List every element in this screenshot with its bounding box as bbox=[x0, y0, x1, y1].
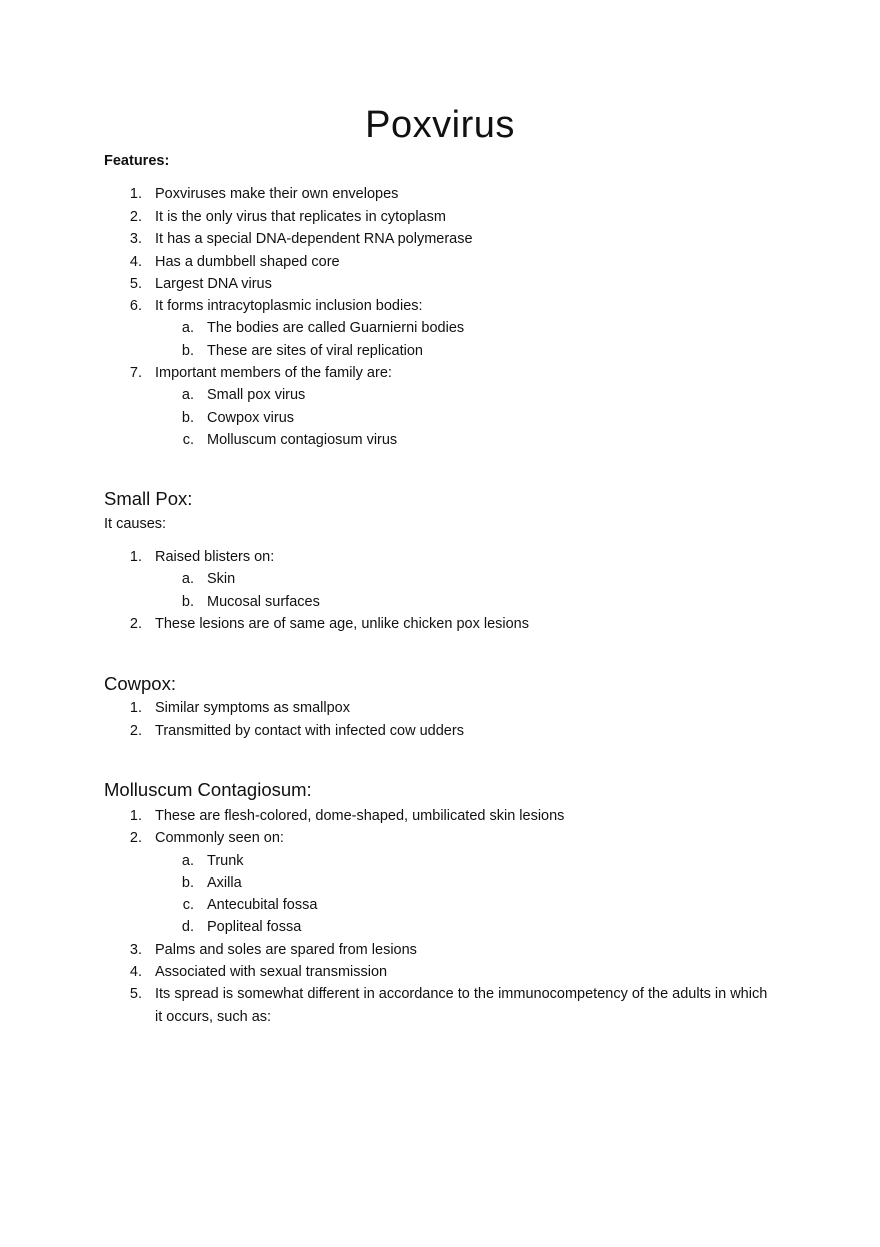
list-item-text: It forms intracytoplasmic inclusion bodies: bbox=[155, 298, 423, 314]
list-marker: b. bbox=[181, 343, 194, 359]
list-item-text: Molluscum contagiosum virus bbox=[207, 432, 398, 448]
list-marker: 2. bbox=[129, 209, 142, 225]
list-marker: 2. bbox=[129, 723, 142, 739]
list-item-text: Axilla bbox=[207, 875, 242, 891]
list-marker: b. bbox=[181, 410, 194, 426]
list-item-text: These are sites of viral replication bbox=[207, 343, 423, 359]
features-label: Features: bbox=[104, 153, 170, 169]
list-marker: a. bbox=[181, 387, 194, 403]
list-marker: a. bbox=[181, 571, 194, 587]
list-marker: 4. bbox=[129, 964, 142, 980]
section-heading-cowpox: Cowpox: bbox=[104, 673, 176, 694]
page-title: Poxvirus bbox=[365, 104, 515, 146]
list-marker: 5. bbox=[129, 276, 142, 292]
list-item-text: Associated with sexual transmission bbox=[155, 964, 388, 980]
section-heading-molluscum: Molluscum Contagiosum: bbox=[104, 779, 312, 800]
list-item-text: It has a special DNA-dependent RNA polymerase bbox=[155, 231, 473, 247]
list-marker: b. bbox=[181, 594, 194, 610]
list-item-text: Commonly seen on: bbox=[155, 830, 284, 846]
list-item-text: Cowpox virus bbox=[207, 410, 295, 426]
list-marker: c. bbox=[182, 432, 194, 448]
list-item-text: Popliteal fossa bbox=[207, 919, 302, 935]
section-heading-small-pox: Small Pox: bbox=[104, 488, 193, 509]
list-marker: a. bbox=[181, 853, 194, 869]
list-marker: b. bbox=[181, 875, 194, 891]
list-marker: 1. bbox=[129, 186, 142, 202]
list-marker: 4. bbox=[129, 254, 142, 270]
list-item-text: Largest DNA virus bbox=[155, 276, 272, 292]
list-marker: 2. bbox=[129, 830, 142, 846]
list-item-text: Similar symptoms as smallpox bbox=[155, 700, 350, 716]
list-item-text: Transmitted by contact with infected cow udders bbox=[155, 723, 464, 739]
list-marker: 3. bbox=[129, 231, 142, 247]
list-item-text: Skin bbox=[207, 571, 236, 587]
list-marker: 7. bbox=[129, 365, 142, 381]
list-marker: 1. bbox=[129, 549, 142, 565]
list-item-text: Trunk bbox=[207, 853, 244, 869]
list-item-text: Antecubital fossa bbox=[207, 897, 318, 913]
list-marker: 2. bbox=[129, 616, 142, 632]
list-marker: 6. bbox=[129, 298, 142, 314]
list-item-text: Palms and soles are spared from lesions bbox=[155, 942, 417, 958]
list-item-text: Raised blisters on: bbox=[155, 549, 275, 565]
list-marker: c. bbox=[182, 897, 194, 913]
list-item-text: it occurs, such as: bbox=[155, 1009, 272, 1025]
list-item-text: These lesions are of same age, unlike chicken pox lesions bbox=[155, 616, 529, 632]
list-item-text: These are flesh-colored, dome-shaped, umbilicated skin lesions bbox=[155, 808, 565, 824]
list-marker: 3. bbox=[129, 942, 142, 958]
list-item-text: Mucosal surfaces bbox=[207, 594, 320, 610]
list-item-text: The bodies are called Guarnierni bodies bbox=[207, 320, 465, 336]
list-item-text: Small pox virus bbox=[207, 387, 306, 403]
list-item-text: Important members of the family are: bbox=[155, 365, 392, 381]
list-marker: d. bbox=[181, 919, 194, 935]
list-marker: 1. bbox=[129, 700, 142, 716]
list-item-text: It is the only virus that replicates in cytoplasm bbox=[155, 209, 446, 225]
list-item-text: Has a dumbbell shaped core bbox=[155, 254, 340, 270]
section-intro: It causes: bbox=[104, 516, 167, 532]
list-item-text: Its spread is somewhat different in accordance to the immunocompetency of the adults in which bbox=[155, 986, 768, 1002]
list-marker: 1. bbox=[129, 808, 142, 824]
list-item-text: Poxviruses make their own envelopes bbox=[155, 186, 399, 202]
list-marker: a. bbox=[181, 320, 194, 336]
list-marker: 5. bbox=[129, 986, 142, 1002]
